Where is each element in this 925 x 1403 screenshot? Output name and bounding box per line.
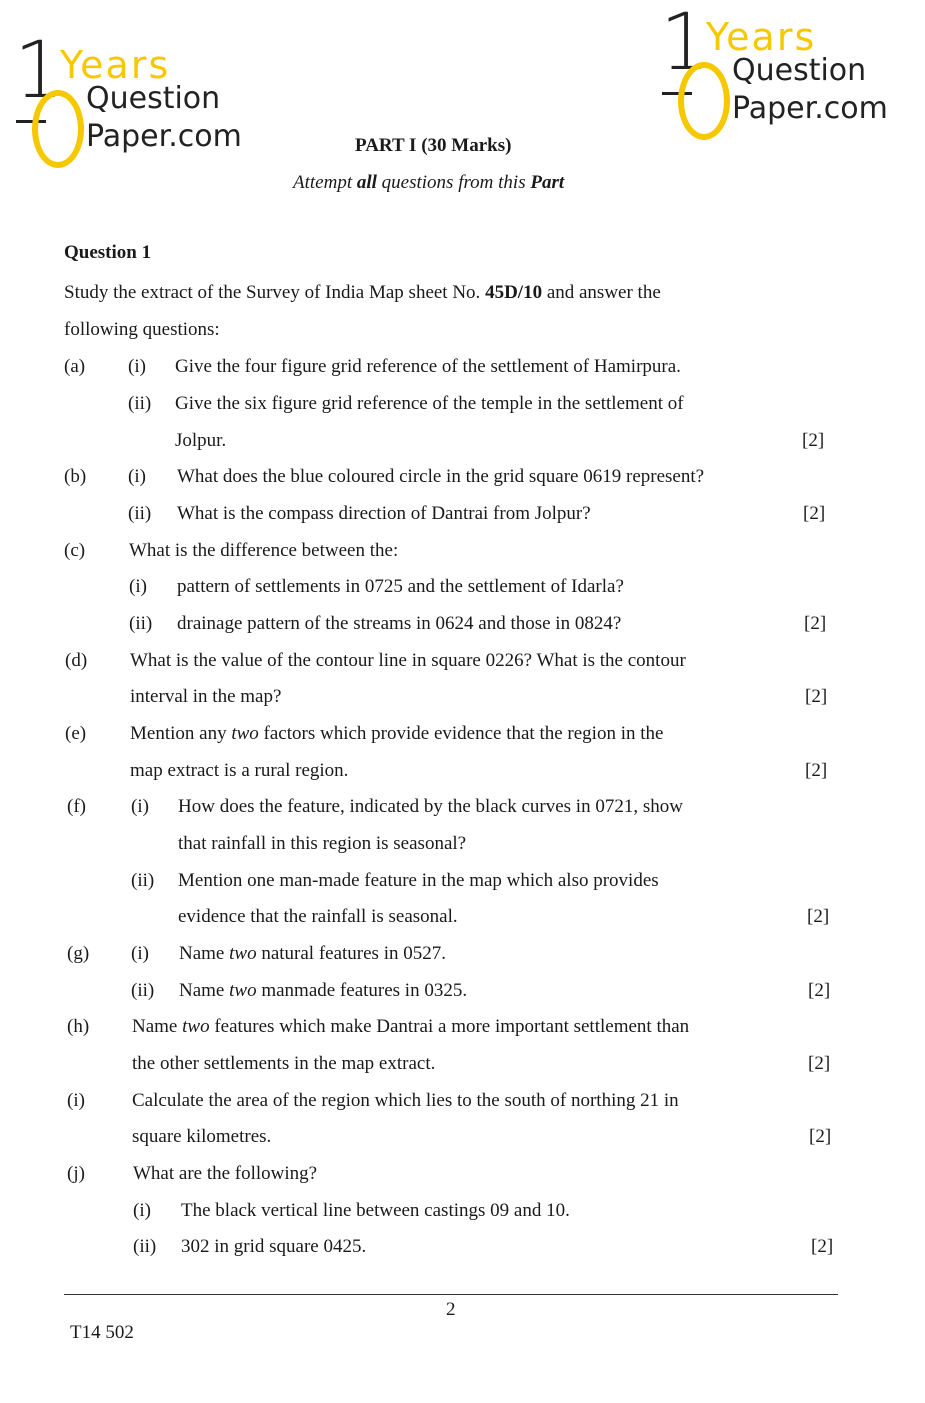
logo-digit-one: 1 [14, 26, 64, 116]
paper-code: T14 502 [70, 1322, 134, 1343]
item-text-part: Mention any [130, 723, 232, 744]
marks-badge: [2] [809, 1126, 832, 1147]
subitem-text-cont: evidence that the rainfall is seasonal. [178, 906, 458, 927]
subitem-text [179, 942, 446, 966]
item-text-part: Name [179, 943, 230, 964]
site-logo-left [14, 26, 264, 168]
item-text: Calculate the area of the region which lies to the south of northing 21 in [132, 1090, 679, 1111]
site-logo-right [660, 0, 910, 140]
item-emphasis: two [229, 980, 257, 1001]
logo-zero-ring [678, 62, 730, 140]
footer-rule [64, 1294, 838, 1295]
item-label: (f) [67, 796, 86, 817]
item-text-part: features which make Dantrai a more important settlement than [209, 1016, 690, 1037]
subitem-label: (i) [129, 576, 147, 597]
marks-badge: [2] [811, 1236, 834, 1257]
question-title: Question 1 [64, 242, 152, 263]
subitem-label: (ii) [128, 393, 152, 414]
part-heading: PART I (30 Marks) [355, 135, 512, 156]
item-label: (e) [65, 723, 87, 744]
instruction-text: Attempt [293, 172, 357, 193]
marks-badge: [2] [804, 613, 827, 634]
part-instruction [293, 171, 564, 195]
item-label: (g) [67, 943, 90, 964]
subitem-text-cont: Jolpur. [175, 430, 227, 451]
subitem-text: Give the four figure grid reference of the settlement of Hamirpura. [175, 356, 681, 377]
logo-years: Years [60, 43, 171, 87]
item-text-cont: map extract is a rural region. [130, 760, 349, 781]
item-label: (c) [64, 540, 86, 561]
item-text-cont: the other settlements in the map extract. [132, 1053, 436, 1074]
item-text-part: manmade features in 0325. [256, 980, 468, 1001]
marks-badge: [2] [807, 906, 830, 927]
logo-question: Question [86, 81, 221, 116]
logo-paper: Paper.com [732, 91, 888, 126]
subitem-text: pattern of settlements in 0725 and the settlement of Idarla? [177, 576, 624, 597]
logo-paper: Paper.com [86, 119, 242, 154]
instruction-emphasis: Part [530, 172, 565, 193]
item-label: (a) [64, 356, 86, 377]
subitem-label: (ii) [131, 980, 155, 1001]
item-text-part: Name [179, 980, 230, 1001]
subitem-text: The black vertical line between castings 09 and 10. [181, 1200, 570, 1221]
subitem-text: Give the six figure grid reference of the temple in the settlement of [175, 393, 684, 414]
item-emphasis: two [182, 1016, 210, 1037]
subitem-text [179, 979, 467, 1003]
map-sheet-number: 45D/10 [485, 282, 543, 303]
subitem-text-cont: that rainfall in this region is seasonal? [178, 833, 467, 854]
intro-text: Study the extract of the Survey of India Map sheet No. [64, 282, 486, 303]
item-text [132, 1015, 689, 1039]
subitem-text: Mention one man-made feature in the map which also provides [178, 870, 659, 891]
subitem-label: (i) [131, 943, 149, 964]
subitem-label: (ii) [129, 613, 153, 634]
intro-text: and answer the [542, 282, 661, 303]
item-emphasis: two [229, 943, 257, 964]
question-intro [64, 281, 661, 305]
item-text: What is the difference between the: [129, 540, 399, 561]
subitem-text: What is the compass direction of Dantrai from Jolpur? [177, 503, 591, 524]
marks-badge: [2] [808, 1053, 831, 1074]
item-label: (j) [67, 1163, 85, 1184]
marks-badge: [2] [805, 686, 828, 707]
item-emphasis: two [231, 723, 259, 744]
item-label: (i) [67, 1090, 85, 1111]
subitem-label: (ii) [133, 1236, 157, 1257]
subitem-text: drainage pattern of the streams in 0624 and those in 0824? [177, 613, 622, 634]
subitem-label: (i) [131, 796, 149, 817]
subitem-label: (ii) [128, 503, 152, 524]
item-text: What is the value of the contour line in square 0226? What is the contour [130, 650, 686, 671]
item-text-part: Name [132, 1016, 183, 1037]
item-label: (d) [65, 650, 88, 671]
item-text-part: natural features in 0527. [256, 943, 446, 964]
subitem-label: (ii) [131, 870, 155, 891]
subitem-label: (i) [128, 356, 146, 377]
subitem-label: (i) [128, 466, 146, 487]
question-intro-cont: following questions: [64, 319, 220, 340]
item-label: (b) [64, 466, 87, 487]
subitem-text: How does the feature, indicated by the black curves in 0721, show [178, 796, 683, 817]
item-text-part: factors which provide evidence that the region in the [258, 723, 664, 744]
logo-zero-ring [32, 90, 84, 168]
marks-badge: [2] [803, 503, 826, 524]
item-text [130, 722, 663, 746]
logo-question: Question [732, 53, 867, 88]
subitem-label: (i) [133, 1200, 151, 1221]
marks-badge: [2] [808, 980, 831, 1001]
item-text-cont: interval in the map? [130, 686, 282, 707]
item-label: (h) [67, 1016, 90, 1037]
logo-digit-one: 1 [660, 0, 710, 88]
marks-badge: [2] [805, 760, 828, 781]
item-text-cont: square kilometres. [132, 1126, 272, 1147]
instruction-emphasis: all [356, 172, 377, 193]
logo-years: Years [706, 15, 817, 59]
instruction-text: questions from this [376, 172, 531, 193]
marks-badge: [2] [802, 430, 825, 451]
subitem-text: 302 in grid square 0425. [181, 1236, 367, 1257]
page-number: 2 [446, 1299, 456, 1320]
item-text: What are the following? [133, 1163, 318, 1184]
subitem-text: What does the blue coloured circle in the grid square 0619 represent? [177, 466, 705, 487]
